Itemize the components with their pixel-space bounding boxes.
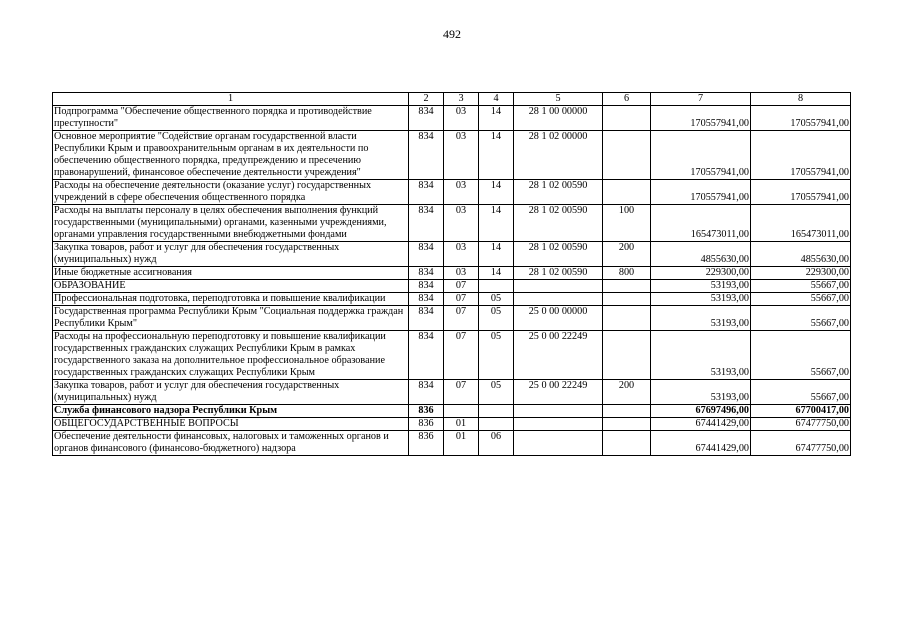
amount-year1-cell: 53193,00 xyxy=(651,293,751,306)
subsection-code-cell: 14 xyxy=(479,242,514,267)
amount-year2-cell: 165473011,00 xyxy=(751,205,851,242)
amount-year1-cell: 67697496,00 xyxy=(651,405,751,418)
column-header: 4 xyxy=(479,93,514,106)
ministry-code-cell: 834 xyxy=(409,180,444,205)
target-article-cell xyxy=(514,405,603,418)
subsection-code-cell: 14 xyxy=(479,106,514,131)
table-row xyxy=(53,380,851,405)
subsection-code-cell: 05 xyxy=(479,331,514,380)
expense-type-cell: 800 xyxy=(603,267,651,280)
ministry-code-cell: 834 xyxy=(409,280,444,293)
ministry-code-cell: 834 xyxy=(409,306,444,331)
section-code-cell: 07 xyxy=(444,306,479,331)
item-name-cell: Служба финансового надзора Республики Крым xyxy=(53,405,409,418)
column-header: 7 xyxy=(651,93,751,106)
section-code-cell: 03 xyxy=(444,106,479,131)
table-row xyxy=(53,242,851,267)
target-article-cell xyxy=(514,418,603,431)
section-code-cell: 03 xyxy=(444,242,479,267)
ministry-code-cell: 836 xyxy=(409,405,444,418)
target-article-cell: 28 1 02 00590 xyxy=(514,267,603,280)
expense-type-cell: 200 xyxy=(603,380,651,405)
amount-year2-cell: 170557941,00 xyxy=(751,180,851,205)
subsection-code-cell: 05 xyxy=(479,380,514,405)
ministry-code-cell: 834 xyxy=(409,106,444,131)
subsection-code-cell xyxy=(479,405,514,418)
target-article-cell xyxy=(514,280,603,293)
subsection-code-cell: 14 xyxy=(479,131,514,180)
table-row xyxy=(53,131,851,180)
section-code-cell: 07 xyxy=(444,380,479,405)
amount-year1-cell: 170557941,00 xyxy=(651,106,751,131)
section-code-cell: 01 xyxy=(444,431,479,456)
table-row xyxy=(53,267,851,280)
amount-year1-cell: 53193,00 xyxy=(651,306,751,331)
target-article-cell: 28 1 02 00000 xyxy=(514,131,603,180)
expense-type-cell xyxy=(603,280,651,293)
table-row xyxy=(53,180,851,205)
amount-year1-cell: 170557941,00 xyxy=(651,180,751,205)
table-row xyxy=(53,306,851,331)
amount-year2-cell: 55667,00 xyxy=(751,306,851,331)
target-article-cell: 25 0 00 22249 xyxy=(514,331,603,380)
table-row xyxy=(53,418,851,431)
column-header: 3 xyxy=(444,93,479,106)
amount-year2-cell: 170557941,00 xyxy=(751,106,851,131)
column-header: 5 xyxy=(514,93,603,106)
amount-year2-cell: 170557941,00 xyxy=(751,131,851,180)
subsection-code-cell xyxy=(479,418,514,431)
amount-year1-cell: 67441429,00 xyxy=(651,431,751,456)
expense-type-cell xyxy=(603,306,651,331)
table-row xyxy=(53,431,851,456)
budget-table xyxy=(52,92,851,456)
table-row xyxy=(53,106,851,131)
expense-type-cell xyxy=(603,180,651,205)
target-article-cell: 28 1 00 00000 xyxy=(514,106,603,131)
section-code-cell xyxy=(444,405,479,418)
table-row xyxy=(53,331,851,380)
item-name-cell: Основное мероприятие "Содействие органам государственной власти Республики Крым и правоохранительным органам в их деятельности по обеспечению общественного порядка, предупреждению и пресечению правонарушений, финансовое обеспечение деятельности учреждения" xyxy=(53,131,409,180)
table-row xyxy=(53,405,851,418)
amount-year1-cell: 165473011,00 xyxy=(651,205,751,242)
section-code-cell: 07 xyxy=(444,280,479,293)
amount-year1-cell: 53193,00 xyxy=(651,331,751,380)
target-article-cell: 28 1 02 00590 xyxy=(514,205,603,242)
target-article-cell xyxy=(514,431,603,456)
expense-type-cell xyxy=(603,131,651,180)
column-header: 8 xyxy=(751,93,851,106)
ministry-code-cell: 834 xyxy=(409,267,444,280)
expense-type-cell xyxy=(603,405,651,418)
item-name-cell: Закупка товаров, работ и услуг для обеспечения государственных (муниципальных) нужд xyxy=(53,242,409,267)
item-name-cell: Расходы на обеспечение деятельности (оказание услуг) государственных учреждений в сфере обеспечения общественного порядка xyxy=(53,180,409,205)
table-row xyxy=(53,280,851,293)
amount-year1-cell: 53193,00 xyxy=(651,380,751,405)
subsection-code-cell: 14 xyxy=(479,180,514,205)
ministry-code-cell: 836 xyxy=(409,431,444,456)
amount-year1-cell: 229300,00 xyxy=(651,267,751,280)
section-code-cell: 07 xyxy=(444,293,479,306)
ministry-code-cell: 834 xyxy=(409,131,444,180)
amount-year2-cell: 55667,00 xyxy=(751,331,851,380)
target-article-cell xyxy=(514,293,603,306)
ministry-code-cell: 834 xyxy=(409,242,444,267)
subsection-code-cell: 14 xyxy=(479,205,514,242)
column-header: 6 xyxy=(603,93,651,106)
ministry-code-cell: 836 xyxy=(409,418,444,431)
amount-year1-cell: 4855630,00 xyxy=(651,242,751,267)
section-code-cell: 01 xyxy=(444,418,479,431)
item-name-cell: Закупка товаров, работ и услуг для обеспечения государственных (муниципальных) нужд xyxy=(53,380,409,405)
subsection-code-cell: 14 xyxy=(479,267,514,280)
target-article-cell: 25 0 00 00000 xyxy=(514,306,603,331)
expense-type-cell xyxy=(603,431,651,456)
ministry-code-cell: 834 xyxy=(409,205,444,242)
subsection-code-cell: 05 xyxy=(479,306,514,331)
page-number: 492 xyxy=(443,27,461,41)
section-code-cell: 03 xyxy=(444,180,479,205)
expense-type-cell xyxy=(603,106,651,131)
item-name-cell: Подпрограмма "Обеспечение общественного порядка и противодействие преступности" xyxy=(53,106,409,131)
target-article-cell: 25 0 00 22249 xyxy=(514,380,603,405)
ministry-code-cell: 834 xyxy=(409,380,444,405)
amount-year2-cell: 4855630,00 xyxy=(751,242,851,267)
expense-type-cell xyxy=(603,293,651,306)
amount-year1-cell: 67441429,00 xyxy=(651,418,751,431)
expense-type-cell: 200 xyxy=(603,242,651,267)
section-code-cell: 03 xyxy=(444,205,479,242)
section-code-cell: 03 xyxy=(444,267,479,280)
section-code-cell: 03 xyxy=(444,131,479,180)
table-body xyxy=(53,106,851,456)
expense-type-cell xyxy=(603,418,651,431)
target-article-cell: 28 1 02 00590 xyxy=(514,242,603,267)
ministry-code-cell: 834 xyxy=(409,331,444,380)
amount-year2-cell: 67700417,00 xyxy=(751,405,851,418)
amount-year2-cell: 67477750,00 xyxy=(751,418,851,431)
item-name-cell: Расходы на выплаты персоналу в целях обеспечения выполнения функций государственными (муниципальными) органами, казенными учреждениями, органами управления государственными внебюджетными фондами xyxy=(53,205,409,242)
item-name-cell: Расходы на профессиональную переподготовку и повышение квалификации государственных гражданских служащих Республики Крым в рамках государственного заказа на дополнительное профессиональное образование государственных гражданских служащих Республики Крым xyxy=(53,331,409,380)
amount-year2-cell: 229300,00 xyxy=(751,267,851,280)
item-name-cell: Обеспечение деятельности финансовых, налоговых и таможенных органов и органов финансового (финансово-бюджетного) надзора xyxy=(53,431,409,456)
item-name-cell: ОБРАЗОВАНИЕ xyxy=(53,280,409,293)
subsection-code-cell xyxy=(479,280,514,293)
amount-year1-cell: 53193,00 xyxy=(651,280,751,293)
section-code-cell: 07 xyxy=(444,331,479,380)
table-row xyxy=(53,205,851,242)
expense-type-cell: 100 xyxy=(603,205,651,242)
subsection-code-cell: 05 xyxy=(479,293,514,306)
item-name-cell: Профессиональная подготовка, переподготовка и повышение квалификации xyxy=(53,293,409,306)
amount-year1-cell: 170557941,00 xyxy=(651,131,751,180)
amount-year2-cell: 55667,00 xyxy=(751,380,851,405)
ministry-code-cell: 834 xyxy=(409,293,444,306)
column-header: 1 xyxy=(53,93,409,106)
item-name-cell: ОБЩЕГОСУДАРСТВЕННЫЕ ВОПРОСЫ xyxy=(53,418,409,431)
table-header-row xyxy=(53,93,851,106)
item-name-cell: Иные бюджетные ассигнования xyxy=(53,267,409,280)
subsection-code-cell: 06 xyxy=(479,431,514,456)
column-header: 2 xyxy=(409,93,444,106)
target-article-cell: 28 1 02 00590 xyxy=(514,180,603,205)
expense-type-cell xyxy=(603,331,651,380)
amount-year2-cell: 67477750,00 xyxy=(751,431,851,456)
amount-year2-cell: 55667,00 xyxy=(751,293,851,306)
amount-year2-cell: 55667,00 xyxy=(751,280,851,293)
table-row xyxy=(53,293,851,306)
item-name-cell: Государственная программа Республики Крым "Социальная поддержка граждан Республики Крым" xyxy=(53,306,409,331)
